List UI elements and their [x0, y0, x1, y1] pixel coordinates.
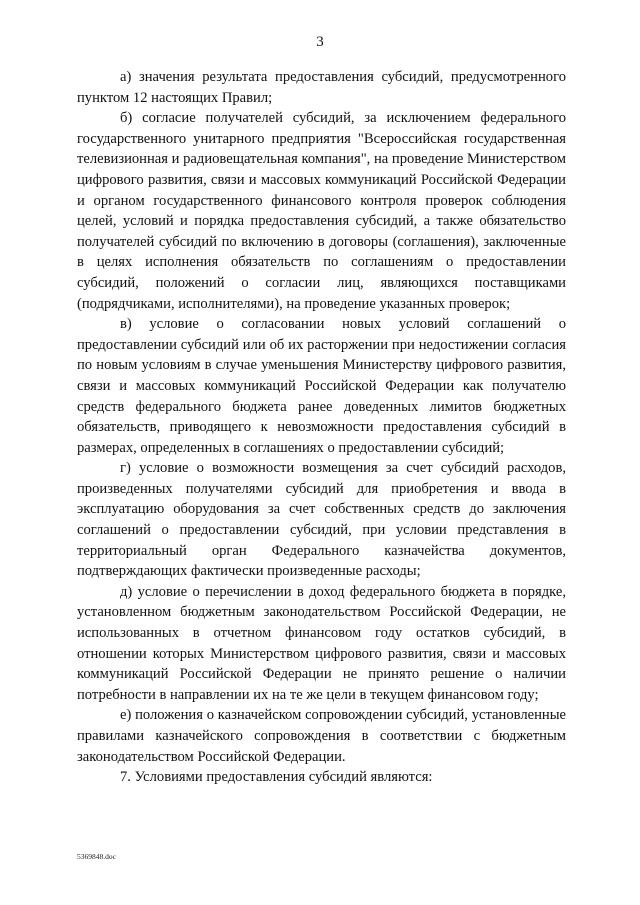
paragraph-v: в) условие о согласовании новых условий соглашений о предоставлении субсидий или об их расторжении при недостижении согласия по новым условиям в случае уменьшения Министерству цифрового развития, связи и массовых коммуникаций Российской Федерации как получателю средств федерального бюджета ранее доведенных лимитов бюджетных обязательств, приводящего к невозможности предоставления субсидий в размерах, определенных в соглашениях о предоставлении субсидий; — [77, 316, 566, 456]
paragraph-g: г) условие о возможности возмещения за счет субсидий расходов, произведенных получателями субсидий для приобретения и ввода в эксплуатацию оборудования за счет собственных средств до заключения соглашений о предоставлении субсидий, при условии представления в территориальный орган Федерального казначейства документов, подтверждающих фактически произведенные расходы; — [77, 460, 566, 580]
footer-file-reference: 5369848.doc — [77, 852, 116, 861]
paragraph-7: 7. Условиями предоставления субсидий являются: — [120, 769, 433, 786]
paragraph-e: е) положения о казначейском сопровождении субсидий, установленные правилами казначейского сопровождения в соответствии с бюджетным законодательством Российской Федерации. — [77, 707, 566, 765]
paragraph-d: д) условие о перечислении в доход федерального бюджета в порядке, установленном бюджетным законодательством Российской Федерации, не использованных в отчетном финансовом году остатков субсидий, в отношении которых Министерством цифрового развития, связи и массовых коммуникаций Российской Федерации не принято решение о наличии потребности в направлении их на те же цели в текущем финансовом году; — [77, 583, 566, 703]
paragraph-a: а) значения результата предоставления субсидий, предусмотренного пунктом 12 настоящих Правил; — [77, 69, 566, 106]
document-body — [77, 67, 566, 788]
page-number: 3 — [316, 34, 324, 50]
paragraph-b: б) согласие получателей субсидий, за исключением федерального государственного унитарного предприятия "Всероссийская государственная телевизионная и радиовещательная компания", на проведение Министерством цифрового развития, связи и массовых коммуникаций Российской Федерации и органом государственного финансового контроля проверок соблюдения целей, условий и порядка предоставления субсидий, а также обязательство получателей субсидий по включению в договоры (соглашения), заключенные в целях исполнения обязательств по соглашениям о предоставлении субсидий, положений о согласии лиц, являющихся поставщиками (подрядчиками, исполнителями), на проведение указанных проверок; — [77, 110, 566, 312]
